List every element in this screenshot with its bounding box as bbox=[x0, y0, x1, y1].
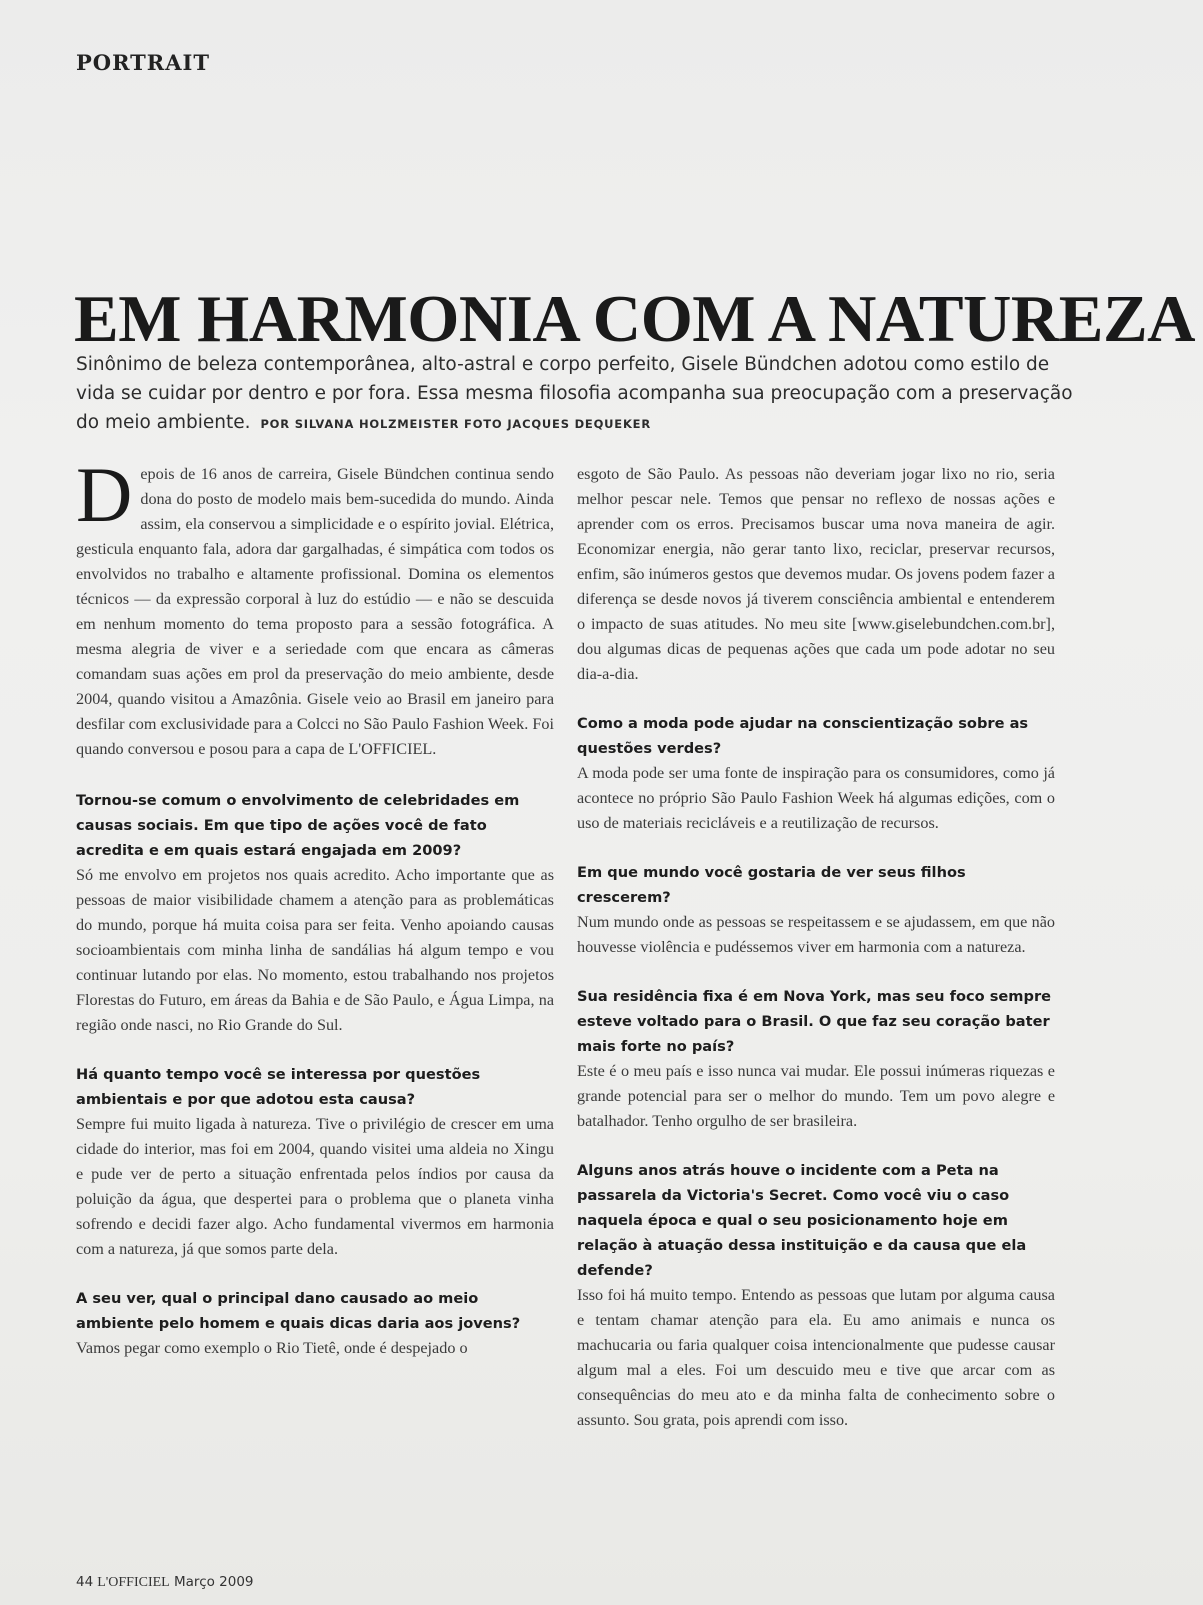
question-3: A seu ver, qual o principal dano causado ao meio ambiente pelo homem e quais dicas daria aos jovens? bbox=[76, 1290, 521, 1332]
answer-1: Só me envolvo em projetos nos quais acredito. Acho importante que as pessoas de maior visibilidade chamem a atenção para as problemáticas do mundo, porque há muita coisa para ser feita. Venho apoiando causas socioambientais com minha linha de sandálias há algum tempo e vou continuar lutando por elas. No momento, estou trabalhando nos projetos Florestas do Futuro, em áreas da Bahia e de São Paulo, e Água Limpa, na região onde nasci, no Rio Grande do Sul. bbox=[76, 866, 554, 1034]
question-5: Em que mundo você gostaria de ver seus filhos crescerem? bbox=[577, 864, 966, 906]
answer-4: A moda pode ser uma fonte de inspiração para os consumidores, como já acontece no próprio São Paulo Fashion Week há algumas edições, com o uso de materiais recicláveis e a reutilização de recursos. bbox=[577, 764, 1055, 832]
page-number: 44 bbox=[76, 1574, 94, 1590]
deck-text: Sinônimo de beleza contemporânea, alto-astral e corpo perfeito, Gisele Bündchen adotou como estilo de vida se cuidar por dentro e por fora. Essa mesma filosofia acompanha sua preocupação com a preservação do meio ambiente. bbox=[76, 354, 1073, 433]
page-footer bbox=[76, 1574, 254, 1591]
answer-3-continued: esgoto de São Paulo. As pessoas não deveriam jogar lixo no rio, seria melhor pescar nele. Temos que pensar no reflexo de nossas ações e aprender com os erros. Precisamos buscar uma nova maneira de agir. Economizar energia, não gerar tanto lixo, reciclar, preservar recursos, enfim, são inúmeros gestos que devemos mudar. Os jovens podem fazer a diferença se desde novos já tiverem consciência ambiental e entenderem o impacto de suas atitudes. No meu site [www.giselebundchen.com.br], dou algumas dicas de pequenas ações que cada um pode adotar no seu dia-a-dia. bbox=[577, 465, 1055, 683]
question-4: Como a moda pode ajudar na conscientização sobre as questões verdes? bbox=[577, 715, 1029, 757]
answer-3-start: Vamos pegar como exemplo o Rio Tietê, onde é despejado o bbox=[76, 1339, 468, 1357]
right-column bbox=[577, 462, 1055, 1433]
section-label: PORTRAIT bbox=[76, 50, 210, 75]
lead-text: epois de 16 anos de carreira, Gisele Bündchen continua sendo dona do posto de modelo mais bem-sucedida do mundo. Ainda assim, ela conservou a simplicidade e o espírito jovial. Elétrica, gesticula enquanto fala, adora dar gargalhadas, é simpática com todos os envolvidos no trabalho e altamente profissional. Domina os elementos técnicos — da expressão corporal à luz do estúdio — e não se descuida em nenhum momento do tema proposto para a sessão fotográfica. A mesma alegria de viver e a seriedade com que encara as câmeras comandam suas ações em prol da preservação do meio ambiente, desde 2004, quando visitou a Amazônia. Gisele veio ao Brasil em janeiro para desfilar com exclusividade para a Colcci no São Paulo Fashion Week. Foi quando conversou e posou para a capa de L'OFFICIEL. bbox=[76, 465, 554, 758]
article-deck bbox=[76, 350, 1076, 439]
question-1: Tornou-se comum o envolvimento de celebridades em causas sociais. Em que tipo de ações você de fato acredita e em quais estará engajada em 2009? bbox=[76, 792, 520, 859]
answer-5: Num mundo onde as pessoas se respeitassem e se ajudassem, em que não houvesse violência e pudéssemos viver em harmonia com a natureza. bbox=[577, 913, 1055, 956]
question-6: Sua residência fixa é em Nova York, mas seu foco sempre esteve voltado para o Brasil. O que faz seu coração bater mais forte no país? bbox=[577, 988, 1052, 1055]
left-column bbox=[76, 451, 554, 1361]
issue-date: Março 2009 bbox=[174, 1574, 254, 1590]
byline: POR SILVANA HOLZMEISTER FOTO JACQUES DEQUEKER bbox=[260, 417, 651, 431]
question-2: Há quanto tempo você se interessa por questões ambientais e por que adotou esta causa? bbox=[76, 1066, 481, 1108]
drop-cap: D bbox=[76, 451, 133, 538]
lead-paragraph bbox=[76, 451, 554, 762]
answer-7: Isso foi há muito tempo. Entendo as pessoas que lutam por alguma causa e tentam chamar atenção para ela. Eu amo animais e nunca os machucaria ou faria qualquer coisa intencionalmente que pudesse causar algum mal a eles. Foi um descuido meu e tive que arcar com as consequências do meu ato e da minha falta de conhecimento sobre o assunto. Sou grata, pois aprendi com isso. bbox=[577, 1286, 1055, 1429]
answer-2: Sempre fui muito ligada à natureza. Tive o privilégio de crescer em uma cidade do interior, mas foi em 2004, quando visitei uma aldeia no Xingu e pude ver de perto a situação enfrentada pelos índios por causa da poluição da água, que despertei para o problema que o planeta vinha sofrendo e decidi fazer algo. Acho fundamental vivermos em harmonia com a natureza, já que somos parte dela. bbox=[76, 1115, 554, 1258]
question-7: Alguns anos atrás houve o incidente com a Peta na passarela da Victoria's Secret. Como você viu o caso naquela época e qual o seu posicionamento hoje em relação à atuação dessa instituição e da causa que ela defende? bbox=[577, 1162, 1027, 1279]
article-headline: EM HARMONIA COM A NATUREZA bbox=[74, 282, 1196, 356]
magazine-name: L'OFFICIEL bbox=[97, 1575, 170, 1590]
answer-6: Este é o meu país e isso nunca vai mudar. Ele possui inúmeras riquezas e grande potencial para ser o melhor do mundo. Tem um povo alegre e batalhador. Tenho orgulho de ser brasileira. bbox=[577, 1062, 1055, 1130]
